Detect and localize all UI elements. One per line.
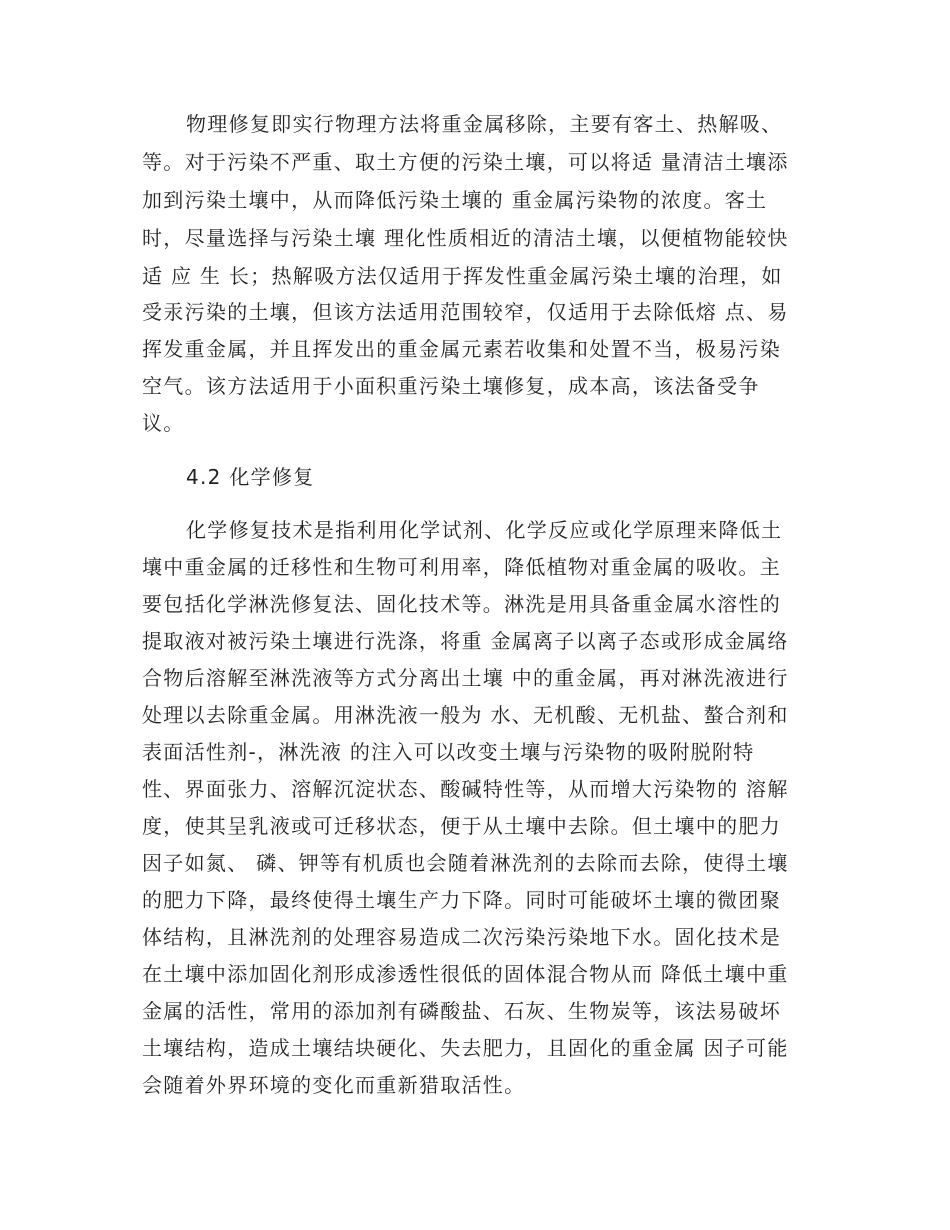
paragraph-2-line: 化学修复技术是指利用化学试剂、化学反应或化学原理来降低土	[186, 518, 783, 542]
paragraph-1-line: 挥发重金属，并且挥发出的重金属元素若收集和处置不当，极易污染	[142, 337, 781, 361]
paragraph-2-line: 处理以去除重金属。用淋洗液一般为 水、无机酸、无机盐、螯合剂和	[142, 703, 789, 727]
paragraph-2-line: 度，使其呈乳液或可迁移状态，便于从土壤中去除。但土壤中的肥力	[142, 814, 781, 838]
paragraph-2-line: 土壤结构，造成土壤结块硬化、失去肥力，且固化的重金属 因子可能	[142, 1036, 789, 1060]
paragraph-2-line: 体结构，且淋洗剂的处理容易造成二次污染污染地下水。固化技术是	[142, 925, 781, 949]
paragraph-2-line: 提取液对被污染土壤进行洗涤，将重 金属离子以离子态或形成金属络	[142, 629, 789, 653]
paragraph-2-line: 的肥力下降，最终使得土壤生产力下降。同时可能破坏土壤的微团聚	[142, 888, 781, 912]
paragraph-1-line: 议。	[142, 411, 185, 435]
paragraph-1-line: 受汞污染的土壤，但该方法适用范围较窄，仅适用于去除低熔 点、易	[142, 300, 789, 324]
paragraph-2-line: 壤中重金属的迁移性和生物可利用率，降低植物对重金属的吸收。主	[142, 555, 781, 579]
paragraph-1-line: 加到污染土壤中，从而降低污染土壤的 重金属污染物的浓度。客土	[142, 188, 768, 212]
paragraph-2-line: 表面活性剂-，淋洗液 的注入可以改变土壤与污染物的吸附脱附特	[142, 740, 755, 764]
paragraph-2-line: 在土壤中添加固化剂形成渗透性很低的固体混合物从而 降低土壤中重	[142, 962, 789, 986]
paragraph-2-line: 性、界面张力、溶解沉淀状态、酸碱特性等，从而增大污染物的 溶解	[142, 777, 789, 801]
paragraph-1-line: 空气。该方法适用于小面积重污染土壤修复，成本高，该法备受争	[142, 374, 760, 398]
paragraph-2-line: 金属的活性，常用的添加剂有磷酸盐、石灰、生物炭等，该法易破坏	[142, 999, 781, 1023]
section-heading: 4.2 化学修复	[186, 465, 315, 489]
paragraph-1-line: 物理修复即实行物理方法将重金属移除，主要有客土、热解吸、	[186, 112, 783, 136]
paragraph-1-line: 等。对于污染不严重、取土方便的污染土壤，可以将适 量清洁土壤添	[142, 150, 789, 174]
paragraph-2-line: 因子如氮、 磷、钾等有机质也会随着淋洗剂的去除而去除，使得土壤	[142, 851, 789, 875]
paragraph-1-line: 时，尽量选择与污染土壤 理化性质相近的清洁土壤，以便植物能较快	[142, 226, 789, 250]
paragraph-2-line: 要包括化学淋洗修复法、固化技术等。淋洗是用具备重金属水溶性的	[142, 592, 781, 616]
paragraph-2-line: 合物后溶解至淋洗液等方式分离出土壤 中的重金属，再对淋洗液进行	[142, 666, 789, 690]
paragraph-2-line: 会随着外界环境的变化而重新猎取活性。	[142, 1073, 526, 1097]
paragraph-1-line: 适 应 生 长；热解吸方法仅适用于挥发性重金属污染土壤的治理，如	[142, 264, 783, 288]
